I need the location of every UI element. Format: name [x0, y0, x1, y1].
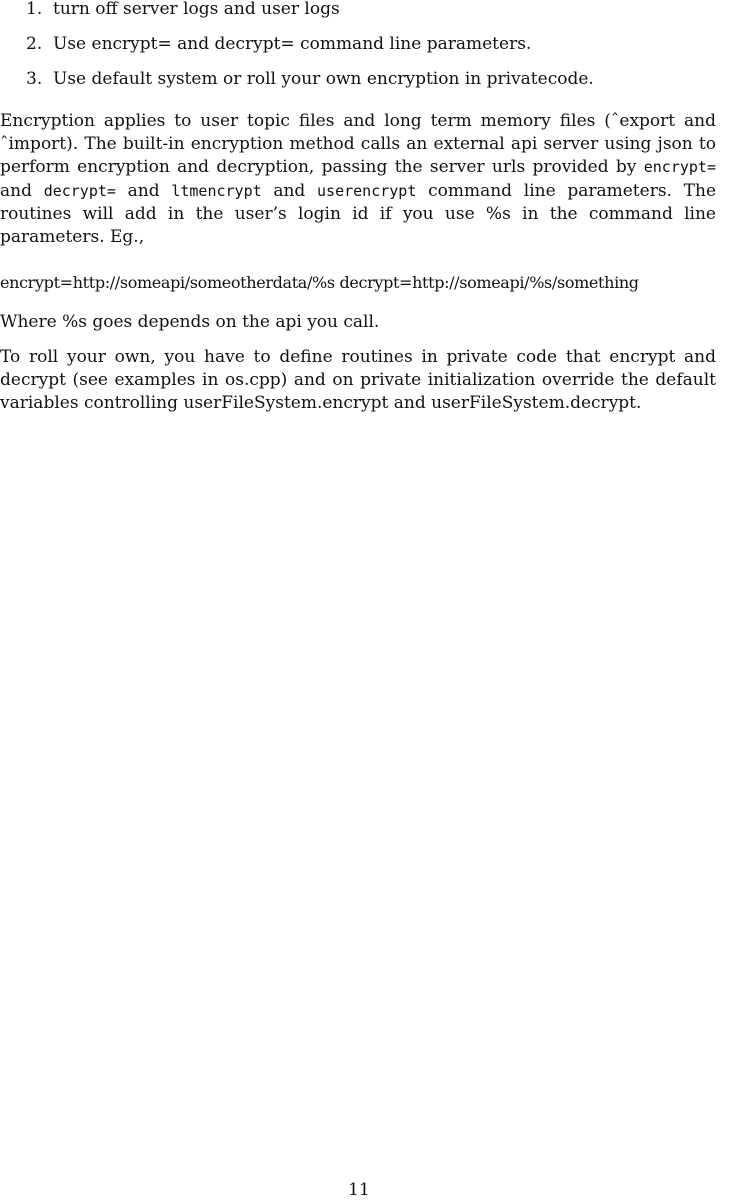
roll-your-own-paragraph: To roll your own, you have to define routines in private code that encrypt and decrypt (see examples in os.cpp) and on private initialization override the default variables controlling userFileSystem.encrypt and userFileSystem.decrypt.	[0, 347, 716, 414]
code-encrypt: encrypt=	[643, 158, 716, 177]
paragraph-text: and	[0, 180, 44, 201]
list-item-text: Use encrypt= and decrypt= command line parameters.	[53, 34, 532, 54]
list-item	[0, 0, 716, 33]
paragraph-text: Encryption applies to user topic files and long term memory files (ˆexport and ˆimport). The built-in encryption method calls an external api server using json to perform encryption and decryption, passing the server urls provided by	[0, 111, 716, 178]
where-note: Where %s goes depends on the api you call.	[0, 312, 380, 332]
list-item	[0, 68, 716, 103]
code-ltmencrypt: ltmencrypt	[171, 181, 262, 200]
code-userencrypt: userencrypt	[317, 181, 417, 200]
code-decrypt: decrypt=	[43, 181, 116, 200]
page-number: 11	[348, 1180, 370, 1200]
list-item-number: 1.	[26, 0, 43, 19]
steps-list	[0, 0, 716, 103]
list-item	[0, 33, 716, 68]
encryption-paragraph	[0, 110, 716, 249]
list-item-number: 3.	[26, 69, 43, 89]
paragraph-text: and	[115, 180, 172, 201]
list-item-text: Use default system or roll your own encryption in privatecode.	[53, 69, 594, 89]
list-item-number: 2.	[26, 34, 43, 54]
paragraph-text: command line parameters. The routines will add in the user’s login id if you use %s in the command line parameters. Eg.,	[0, 180, 717, 248]
example-command-line: encrypt=http://someapi/someotherdata/%s decrypt=http://someapi/%s/something	[0, 273, 639, 292]
list-item-text: turn off server logs and user logs	[53, 0, 340, 19]
paragraph-text: and	[261, 180, 318, 201]
